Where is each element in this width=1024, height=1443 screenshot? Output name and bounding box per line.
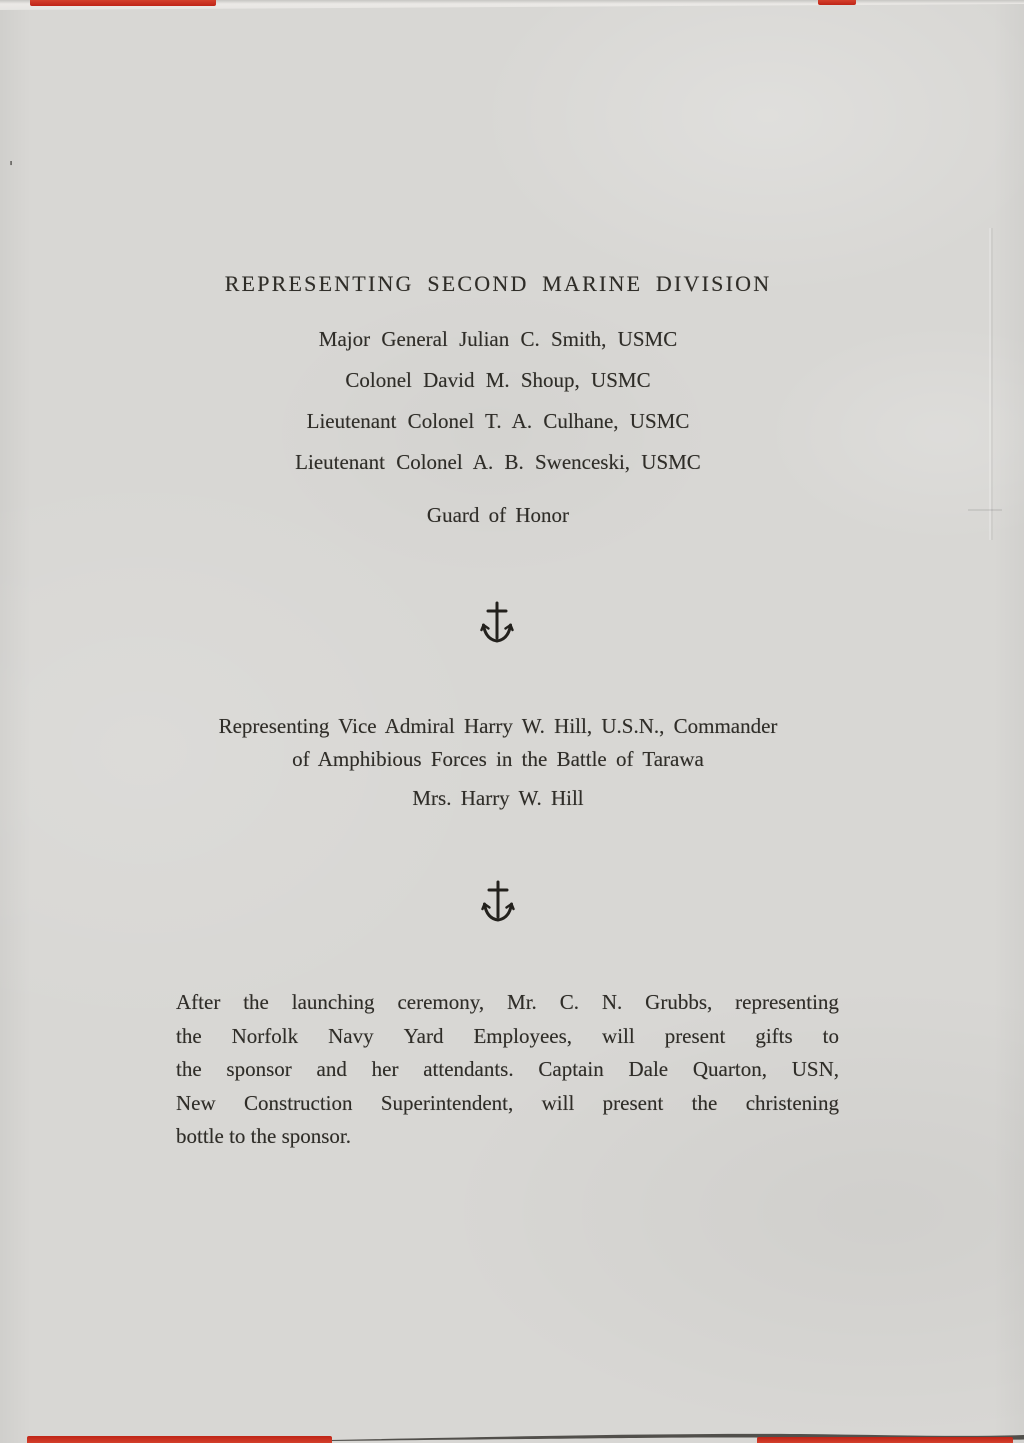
red-edge-mark-top-right — [818, 0, 856, 5]
anchor-icon — [481, 879, 515, 923]
ink-speck: ' — [9, 158, 14, 176]
red-edge-mark-top-left — [30, 0, 216, 6]
officer-name: Colonel David M. Shoup, USMC — [345, 368, 651, 392]
text-line: bottle to the sponsor. — [176, 1124, 351, 1149]
anchor-icon — [480, 600, 514, 644]
officer-name: Lieutenant Colonel A. B. Swenceski, USMC — [295, 450, 701, 474]
officer-name: Lieutenant Colonel T. A. Culhane, USMC — [306, 409, 690, 433]
text-line: New Construction Superintendent, will present the christening — [176, 1090, 839, 1115]
red-edge-mark-bottom-left — [27, 1436, 332, 1443]
vice-admiral-line2: of Amphibious Forces in the Battle of Tarawa — [292, 747, 704, 771]
text-line: the sponsor and her attendants. Captain Dale Quarton, USN, — [176, 1057, 839, 1082]
officer-name: Major General Julian C. Smith, USMC — [318, 327, 678, 351]
closing-paragraph — [176, 986, 839, 1154]
vice-admiral-line1: Representing Vice Admiral Harry W. Hill, U.S.N., Commander — [218, 714, 778, 738]
red-edge-mark-bottom-right — [757, 1437, 1013, 1443]
page-title: REPRESENTING SECOND MARINE DIVISION — [224, 271, 772, 296]
text-line: After the launching ceremony, Mr. C. N. Grubbs, representing — [176, 990, 839, 1014]
guard-of-honor-label: Guard of Honor — [426, 503, 570, 527]
sponsor-name: Mrs. Harry W. Hill — [412, 786, 584, 810]
text-line: the Norfolk Navy Yard Employees, will present gifts to — [176, 1023, 839, 1048]
